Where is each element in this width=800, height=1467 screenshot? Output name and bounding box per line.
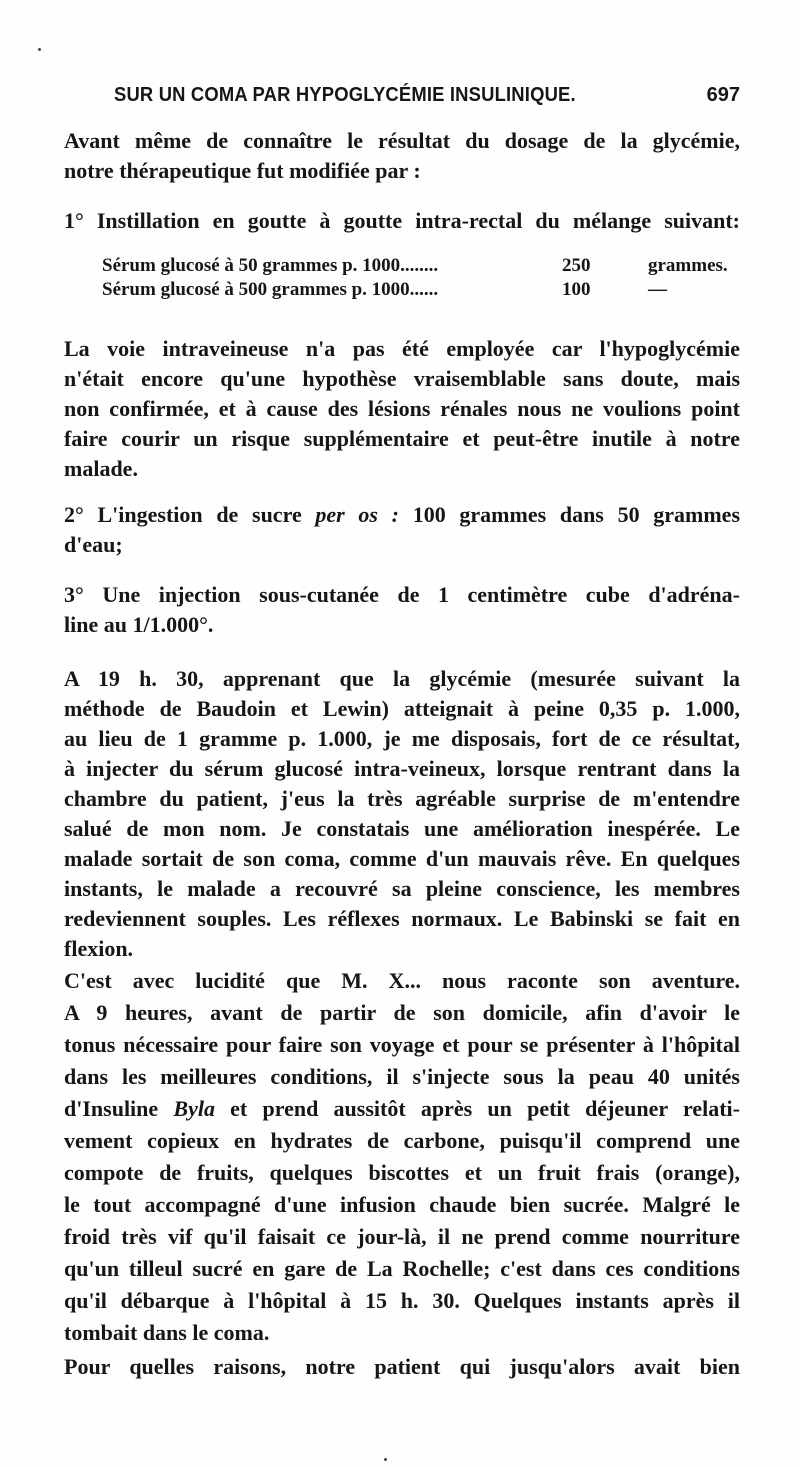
text-line: La voie intraveineuse n'a pas été employée car l'hypoglycémie [64,336,740,361]
text-line: compote de fruits, quelques biscottes et un fruit frais (orange), [64,1160,740,1185]
text-line [64,1094,740,1124]
text-line: tombait dans le coma. [64,1320,270,1345]
page-header [64,84,740,118]
running-title: SUR UN COMA PAR HYPOGLYCÉMIE INSULINIQUE. [114,84,576,106]
text-line: salué de mon nom. Je constatais une amélioration inespérée. Le [64,816,740,841]
recipe-text: Sérum glucosé à 50 grammes p. 1000........ [102,255,439,276]
text-line: non confirmée, et à cause des lésions rénales nous ne voulions point [64,396,740,421]
recipe-unit: — [648,279,667,300]
text-line: line au 1/1.000°. [64,612,214,637]
item2-italic: per os : [315,502,400,527]
list-item-1: 1° Instillation en goutte à goutte intra-rectal du mélange suivant: [64,208,740,233]
p5-line4-before: d'Insuline [64,1096,174,1121]
list-item-2 [64,500,740,530]
text-line: faire courir un risque supplémentaire et peut-être inutile à notre [64,426,740,451]
text-line: A 9 heures, avant de partir de son domicile, afin d'avoir le [64,1000,740,1025]
text-line: n'était encore qu'une hypothèse vraisemblable sans doute, mais [64,366,740,391]
text-line: dans les meilleures conditions, il s'injecte sous la peau 40 unités [64,1064,740,1089]
recipe-unit: grammes. [648,255,728,276]
text-line: le tout accompagné d'une infusion chaude bien sucrée. Malgré le [64,1192,740,1217]
text-line: C'est avec lucidité que M. X... nous raconte son aventure. [64,968,740,993]
text-line: d'eau; [64,532,123,557]
text-line: à injecter du sérum glucosé intra-veineux, lorsque rentrant dans la [64,756,740,781]
text-line: flexion. [64,936,134,961]
page-number: 697 [706,84,740,106]
scan-speck [38,48,41,51]
recipe-amount: 250 [562,255,591,276]
recipe-row [102,254,768,278]
list-item-3: 3° Une injection sous-cutanée de 1 centimètre cube d'adréna- [64,582,740,607]
text-line: instants, le malade a recouvré sa pleine conscience, les membres [64,876,740,901]
text-line: A 19 h. 30, apprenant que la glycémie (mesurée suivant la [64,666,740,691]
text-line: Avant même de connaître le résultat du dosage de la glycémie, [64,128,740,153]
scan-speck [384,1458,387,1461]
text-line: qu'il débarque à l'hôpital à 15 h. 30. Quelques instants après il [64,1288,740,1313]
recipe-row [102,278,768,302]
item2-before: 2° L'ingestion de sucre [64,502,316,527]
text-line: froid très vif qu'il faisait ce jour-là, il ne prend comme nourriture [64,1224,740,1249]
text-line: au lieu de 1 gramme p. 1.000, je me disposais, fort de ce résultat, [64,726,740,751]
text-line: notre thérapeutique fut modifiée par : [64,158,421,183]
text-line: chambre du patient, j'eus la très agréable surprise de m'entendre [64,786,740,811]
text-line: méthode de Baudoin et Lewin) atteignait à peine 0,35 p. 1.000, [64,696,740,721]
text-line: redeviennent souples. Les réflexes normaux. Le Babinski se fait en [64,906,740,931]
p5-line4-italic: Byla [173,1096,215,1121]
recipe-text: Sérum glucosé à 500 grammes p. 1000...... [102,279,439,300]
text-line: malade sortait de son coma, comme d'un mauvais rêve. En quelques [64,846,740,871]
recipe-table [102,254,768,302]
text-line: vement copieux en hydrates de carbone, puisqu'il comprend une [64,1128,740,1153]
p5-line4-after: et prend aussitôt après un petit déjeuner relati- [214,1096,740,1121]
recipe-amount: 100 [562,279,591,300]
item2-after: 100 grammes dans 50 grammes [399,502,740,527]
text-line: malade. [64,456,138,481]
text-line: qu'un tilleul sucré en gare de La Rochelle; c'est dans ces conditions [64,1256,740,1281]
text-line: tonus nécessaire pour faire son voyage et pour se présenter à l'hôpital [64,1032,740,1057]
text-line: Pour quelles raisons, notre patient qui jusqu'alors avait bien [64,1354,740,1379]
